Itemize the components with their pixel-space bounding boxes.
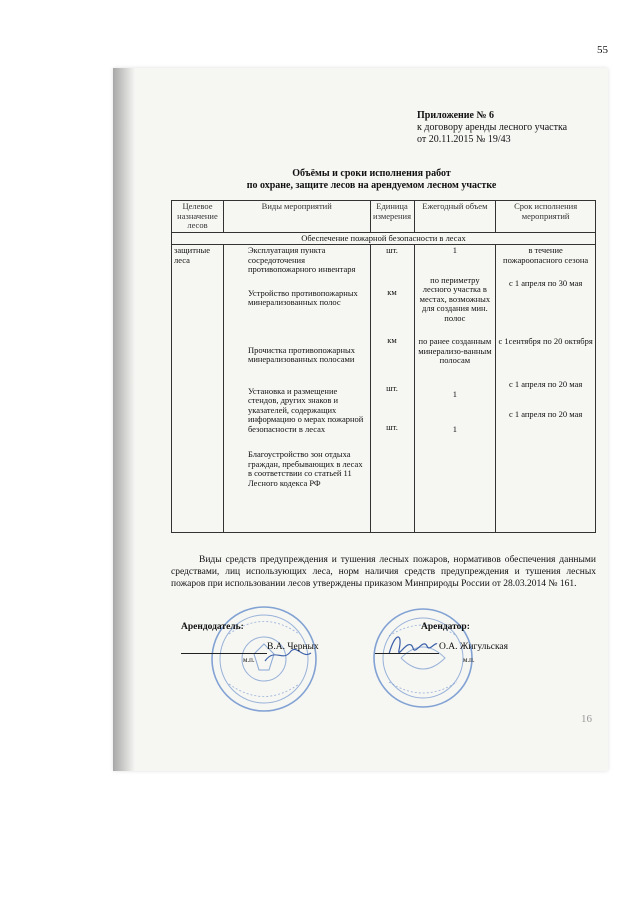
works-table [171, 200, 596, 533]
unit-5: шт. [386, 422, 398, 432]
regulation-note: Виды средств предупреждения и тушения лесных пожаров, нормативов обеспечения данными средствами, лиц использующих леса, норм наличия средств предупреждения и тушения лесных пожаров при использовании лесов утверждены приказом Минприроды России от 28.03.2014 № 161. [171, 555, 596, 589]
header-cell: Единица измерения [370, 201, 414, 233]
unit-4: шт. [386, 382, 398, 393]
unit-2: км [387, 286, 397, 297]
term-1: в течение пожароопасного сезона [503, 245, 589, 265]
table-header-row [172, 201, 596, 233]
heading-line2: по охране, защите лесов на арендуемом лесном участке [246, 180, 497, 191]
table-row [172, 245, 596, 533]
lessor-block [181, 621, 361, 654]
term-3: с 1сентября по 20 октября [498, 335, 593, 346]
header-cell: Срок исполнения мероприятий [496, 201, 596, 233]
purpose-cell: защитные леса [172, 245, 224, 533]
volume-2: по периметру лесного участка в местах, возможных для создания мин. полос [419, 274, 491, 323]
activity-2: Устройство противопожарных минерализованных полос [247, 287, 358, 307]
volumes-cell [414, 245, 496, 533]
volume-5: 1 [452, 424, 457, 434]
appendix-line1: к договору аренды лесного участка [417, 122, 568, 133]
unit-1: шт. [386, 245, 398, 255]
header-cell: Виды мероприятий [223, 201, 370, 233]
volume-3: по ранее созданным минерализо-ванным полосам [418, 336, 492, 365]
units-cell [370, 245, 414, 533]
heading-line1: Объёмы и сроки исполнения работ [292, 168, 451, 179]
lessor-name: В.А. Черных [267, 642, 319, 652]
activities-cell [223, 245, 370, 533]
lessee-block [375, 621, 565, 654]
lessor-signature-line [181, 641, 267, 654]
appendix-line2: от 20.11.2015 № 19/43 [417, 134, 511, 145]
lessee-name: О.А. Жигульская [439, 642, 509, 652]
term-4: с 1 апреля по 20 мая [508, 379, 583, 389]
section-row [172, 232, 596, 245]
activity-1: Эксплуатация пункта сосредоточения противопожарного инвентаря [247, 245, 356, 274]
activity-5: Благоустройство зон отдыха граждан, пребывающих в лесах в соответствии со статьей 11 Лесного кодекса РФ [247, 449, 363, 488]
activity-4: Установка и размещение стендов, других знаков и указателей, содержащих информацию о мерах пожарной безопасности в лесах [247, 385, 364, 434]
appendix-title: Приложение № 6 [417, 110, 495, 121]
term-2: с 1 апреля по 30 мая [508, 278, 583, 288]
document-heading [135, 168, 608, 192]
term-5: с 1 апреля по 20 мая [508, 408, 583, 419]
activity-3: Прочистка противопожарных минерализованных полосами [247, 344, 355, 364]
lessee-label: Арендатор: [421, 622, 470, 632]
document-sheet [113, 68, 608, 771]
volume-1: 1 [452, 245, 457, 255]
lessee-signature-line [375, 641, 439, 654]
outer-page-number: 55 [597, 44, 608, 56]
header-cell: Ежегодный объем [414, 201, 496, 233]
inner-page-number: 16 [581, 713, 592, 725]
section-title: Обеспечение пожарной безопасности в лесах [172, 232, 596, 245]
volume-4: 1 [452, 388, 457, 399]
terms-cell [496, 245, 596, 533]
lessor-label: Арендодатель: [181, 622, 244, 632]
lessee-mp: м.п. [463, 656, 475, 664]
lessor-mp: м.п. [243, 656, 255, 664]
header-cell: Целевое назначение лесов [172, 201, 224, 233]
unit-3: км [387, 335, 397, 345]
appendix-block [417, 110, 567, 146]
